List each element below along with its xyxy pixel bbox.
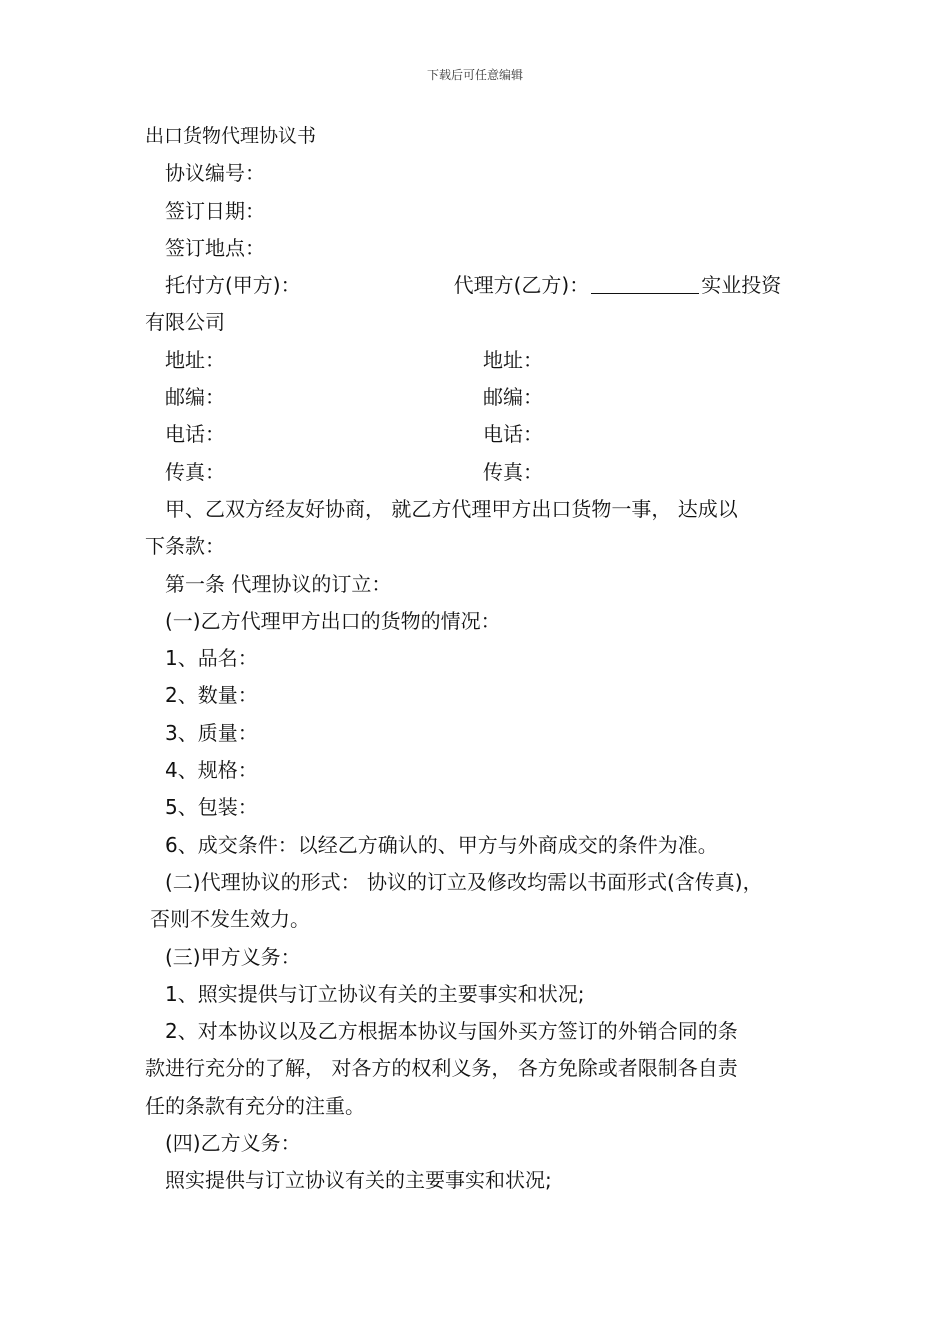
info-row-fax (145, 454, 825, 491)
agreement-number-label: 协议编号： (165, 161, 265, 186)
party-b-postcode-label: 邮编： (483, 385, 543, 410)
party-b-phone-label: 电话： (483, 422, 543, 447)
party-a-label: 托付方(甲方)： (165, 273, 301, 298)
section-4-heading: (四)乙方义务： (165, 1131, 301, 1156)
party-b-name-wrap: 有限公司 (145, 310, 225, 335)
info-row-address (145, 342, 825, 379)
list-item: 5、包装： (165, 795, 258, 820)
party-a-address-label: 地址： (165, 347, 225, 372)
list-item: 4、规格： (165, 758, 258, 783)
sign-place-label: 签订地点： (165, 235, 265, 260)
article-1-heading: 第一条 代理协议的订立： (165, 571, 392, 596)
list-item: 1、品名： (165, 646, 258, 671)
section-2-line-1: (二)代理协议的形式： 协议的订立及修改均需以书面形式(含传真)， (165, 869, 763, 894)
intro-paragraph-line-2: 下条款： (145, 534, 225, 559)
party-b-fax-label: 传真： (483, 459, 543, 484)
section-1-heading: (一)乙方代理甲方出口的货物的情况： (165, 608, 501, 633)
party-b-duty-1: 照实提供与订立协议有关的主要事实和状况; (165, 1168, 552, 1193)
list-item-deal-terms: 6、成交条件：以经乙方确认的、甲方与外商成交的条件为准。 (165, 832, 718, 857)
section-3-heading: (三)甲方义务： (165, 944, 301, 969)
list-item: 3、质量： (165, 720, 258, 745)
party-a-duty-2-line-1: 2、对本协议以及乙方根据本协议与国外买方签订的外销合同的条 (165, 1019, 738, 1044)
list-item: 2、数量： (165, 683, 258, 708)
info-row-postcode (145, 379, 825, 416)
section-2-line-2: 否则不发生效力。 (150, 907, 310, 932)
info-row-phone (145, 416, 825, 453)
parties-line (145, 267, 825, 304)
party-a-postcode-label: 邮编： (165, 385, 225, 410)
party-b-name-blank (591, 273, 699, 294)
document-body (145, 118, 825, 1200)
party-b-address-label: 地址： (483, 347, 543, 372)
party-a-duty-1: 1、照实提供与订立协议有关的主要事实和状况; (165, 981, 585, 1006)
intro-paragraph-line-1: 甲、乙双方经友好协商， 就乙方代理甲方出口货物一事， 达成以 (165, 496, 738, 521)
party-a-duty-2-line-3: 任的条款有充分的注重。 (145, 1093, 365, 1118)
document-title: 出口货物代理协议书 (145, 125, 317, 147)
page-header: 下载后可任意编辑 (426, 68, 523, 82)
party-b-label: 代理方(乙方)： (453, 273, 590, 298)
party-a-duty-2-line-2: 款进行充分的了解， 对各方的权利义务， 各方免除或者限制各自责 (145, 1056, 738, 1081)
party-a-fax-label: 传真： (165, 459, 225, 484)
sign-date-label: 签订日期： (165, 198, 265, 223)
party-b-name-tail: 实业投资 (701, 273, 782, 298)
party-a-phone-label: 电话： (165, 422, 225, 447)
